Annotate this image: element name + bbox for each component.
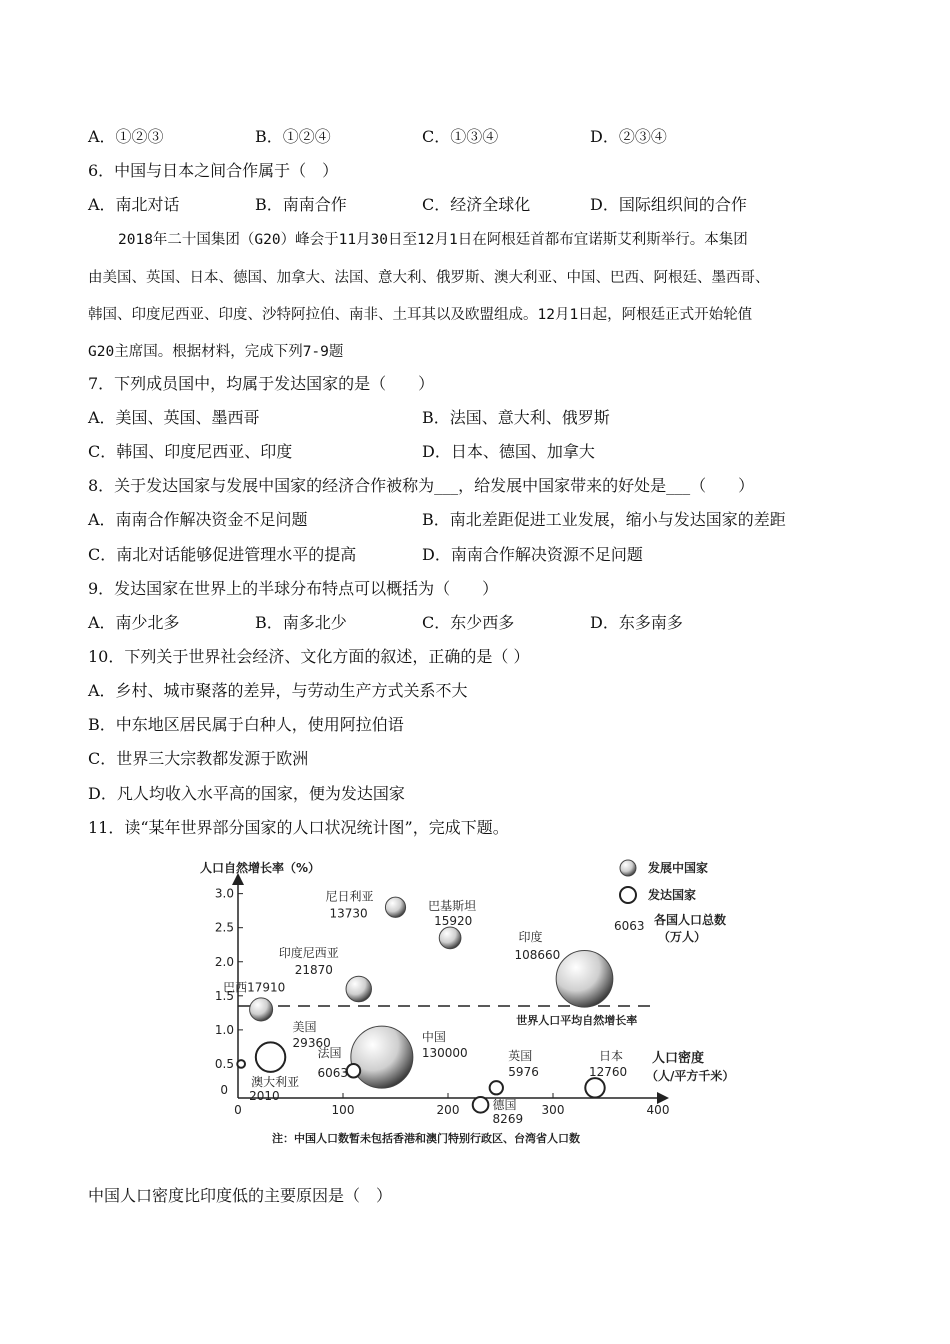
q10-option-c: C．世界三大宗教都发源于欧洲 bbox=[88, 749, 309, 768]
x-axis-title: 人口密度 bbox=[652, 1051, 705, 1066]
q11-subquestion: 中国人口密度比印度低的主要原因是（ ） bbox=[88, 1186, 393, 1205]
population-bubble-chart bbox=[200, 850, 760, 1150]
bubble-巴西 bbox=[250, 998, 273, 1021]
bubble-label-name: 德国 bbox=[492, 1097, 517, 1112]
chart-legend bbox=[614, 860, 726, 944]
y-tick-label: 1.5 bbox=[214, 988, 234, 1003]
bubble-label-population: 6063 bbox=[317, 1065, 349, 1080]
bubble-label-name: 英国 bbox=[508, 1048, 533, 1063]
bubble-label-population: 130000 bbox=[421, 1046, 468, 1061]
q9-option-a: A．南少北多 bbox=[88, 613, 180, 632]
x-tick-label: 0 bbox=[234, 1103, 242, 1117]
q9-option-d: D．东多南多 bbox=[590, 613, 683, 632]
bubble-巴基斯坦 bbox=[439, 927, 461, 949]
y-tick-label: 0.5 bbox=[214, 1056, 234, 1071]
bubble-label-name: 法国 bbox=[317, 1045, 342, 1060]
bubble-德国 bbox=[473, 1097, 489, 1113]
x-tick-label: 400 bbox=[646, 1103, 670, 1117]
bubble-label-population: 5976 bbox=[508, 1064, 539, 1079]
q7-option-b: B．法国、意大利、俄罗斯 bbox=[422, 408, 610, 427]
x-tick-label: 200 bbox=[436, 1103, 460, 1117]
q8-option-a: A．南南合作解决资金不足问题 bbox=[88, 510, 308, 529]
bubble-英国 bbox=[490, 1081, 503, 1094]
bubble-label-population: 108660 bbox=[514, 947, 561, 962]
legend-developing-marker bbox=[620, 860, 636, 876]
q8-option-b: B．南北差距促进工业发展，缩小与发达国家的差距 bbox=[422, 510, 786, 529]
world-average-label: 世界人口平均自然增长率 bbox=[516, 1014, 638, 1028]
bubble-label-name: 澳大利亚 bbox=[251, 1074, 300, 1089]
bubble-法国 bbox=[347, 1064, 360, 1077]
bubble-日本 bbox=[585, 1078, 604, 1097]
material-line-1: 2018年二十国集团（G20）峰会于11月30日至12月1日在阿根廷首都布宜诺斯艾利斯举行。本集团 bbox=[118, 232, 748, 248]
legend-developed-label: 发达国家 bbox=[648, 888, 697, 902]
q6-option-d: D．国际组织间的合作 bbox=[590, 195, 747, 214]
q11-stem: 11．读“某年世界部分国家的人口状况统计图”，完成下题。 bbox=[88, 818, 509, 837]
bubble-澳大利亚 bbox=[237, 1060, 245, 1068]
bubble-label-population: 12760 bbox=[589, 1064, 628, 1079]
q10-stem: 10．下列关于世界社会经济、文化方面的叙述，正确的是（ ） bbox=[88, 647, 530, 666]
q10-option-d: D．凡人均收入水平高的国家，便为发达国家 bbox=[88, 784, 405, 803]
y-tick-label: 1.0 bbox=[214, 1022, 234, 1037]
bubble-label-name: 印度尼西亚 bbox=[278, 946, 339, 960]
q7-stem: 7．下列成员国中，均属于发达国家的是（ ） bbox=[88, 374, 435, 393]
legend-size-value: 6063 bbox=[614, 919, 645, 933]
q8-option-d: D．南南合作解决资源不足问题 bbox=[422, 545, 643, 564]
bubble-label-name: 中国 bbox=[421, 1030, 446, 1045]
bubble-label-name: 美国 bbox=[292, 1020, 317, 1035]
bubble-label-name: 巴基斯坦 bbox=[428, 898, 477, 913]
bubble-印度 bbox=[556, 950, 613, 1007]
bubble-印度尼西亚 bbox=[346, 976, 371, 1001]
legend-developing-label: 发展中国家 bbox=[648, 861, 709, 875]
bubble-label-population: 15920 bbox=[434, 913, 473, 928]
q10-option-a: A．乡村、城市聚落的差异，与劳动生产方式关系不大 bbox=[88, 681, 468, 700]
x-tick-label: 300 bbox=[541, 1103, 565, 1117]
q7-option-c: C．韩国、印度尼西亚、印度 bbox=[88, 442, 293, 461]
material-line-2: 由美国、英国、日本、德国、加拿大、法国、意大利、俄罗斯、澳大利亚、中国、巴西、阿根廷、墨西哥、 bbox=[88, 270, 770, 286]
q6-option-c: C．经济全球化 bbox=[422, 195, 531, 214]
y-tick-label: 3.0 bbox=[214, 886, 234, 901]
bubble-label-population: 8269 bbox=[492, 1111, 524, 1126]
bubble-label-name: 巴西17910 bbox=[223, 980, 286, 995]
bubble-尼日利亚 bbox=[385, 897, 405, 917]
bubble-label-population: 29360 bbox=[292, 1036, 331, 1051]
q5-option-c: C．①③④ bbox=[422, 127, 499, 146]
chart-note: 注：中国人口数暂未包括香港和澳门特别行政区、台湾省人口数 bbox=[272, 1132, 580, 1145]
q5-option-b: B．①②④ bbox=[255, 127, 331, 146]
bubble-label-name: 尼日利亚 bbox=[325, 889, 374, 904]
legend-developed-marker bbox=[620, 887, 636, 903]
bubble-中国 bbox=[351, 1026, 413, 1088]
q9-option-c: C．东少西多 bbox=[422, 613, 515, 632]
q8-stem: 8．关于发达国家与发展中国家的经济合作被称为___，给发展中国家带来的好处是___（ ） bbox=[88, 476, 755, 495]
q7-option-a: A．美国、英国、墨西哥 bbox=[88, 408, 260, 427]
bubble-label-population: 21870 bbox=[294, 963, 333, 977]
bubble-美国 bbox=[256, 1042, 285, 1071]
material-line-3: 韩国、印度尼西亚、印度、沙特阿拉伯、南非、土耳其以及欧盟组成。12月1日起，阿根廷正式开始轮值 bbox=[88, 307, 753, 323]
y-tick-label: 2.5 bbox=[214, 920, 234, 935]
q5-option-a: A．①②③ bbox=[88, 127, 164, 146]
bubble-label-population: 2010 bbox=[249, 1088, 280, 1103]
x-tick-label: 100 bbox=[331, 1103, 355, 1117]
legend-size-label: 各国人口总数 bbox=[654, 913, 727, 927]
bubble-label-name: 印度 bbox=[518, 929, 543, 944]
material-line-4: G20主席国。根据材料，完成下列7-9题 bbox=[88, 344, 344, 360]
y-tick-label: 2.0 bbox=[214, 954, 234, 969]
q6-stem: 6．中国与日本之间合作属于（ ） bbox=[88, 161, 339, 180]
bubble-label-population: 13730 bbox=[329, 906, 368, 921]
q9-stem: 9．发达国家在世界上的半球分布特点可以概括为（ ） bbox=[88, 579, 499, 598]
q8-option-c: C．南北对话能够促进管理水平的提高 bbox=[88, 545, 357, 564]
q9-option-b: B．南多北少 bbox=[255, 613, 347, 632]
x-axis-unit: （人/平方千米） bbox=[646, 1069, 735, 1083]
bubble-label-name: 日本 bbox=[599, 1048, 624, 1063]
q10-option-b: B．中东地区居民属于白种人，使用阿拉伯语 bbox=[88, 715, 404, 734]
y-axis-title: 人口自然增长率（%） bbox=[200, 861, 321, 875]
q5-option-d: D．②③④ bbox=[590, 127, 667, 146]
q6-option-b: B．南南合作 bbox=[255, 195, 347, 214]
y-tick-label: 0 bbox=[220, 1083, 228, 1097]
q7-option-d: D．日本、德国、加拿大 bbox=[422, 442, 595, 461]
legend-size-unit: （万人） bbox=[658, 930, 707, 944]
q6-option-a: A．南北对话 bbox=[88, 195, 180, 214]
